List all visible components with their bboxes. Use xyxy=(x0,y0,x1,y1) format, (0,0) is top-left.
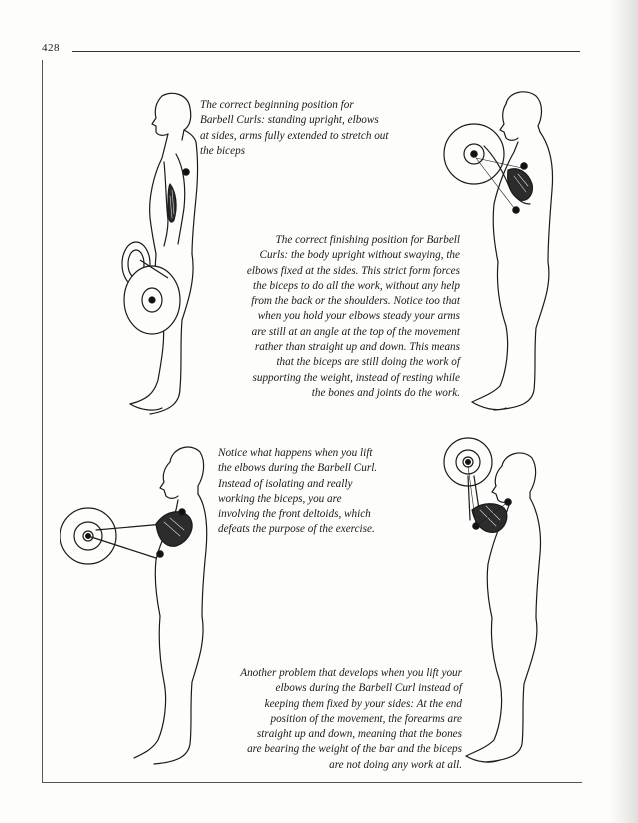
figure-elbows-lifted xyxy=(60,440,220,770)
page-number: 428 xyxy=(42,42,60,54)
caption-start-position: The correct beginning position for Barbell Curls: standing upright, elbows at sides, arms fully extended to stretch out the biceps xyxy=(200,99,389,157)
frame-bottom-rule xyxy=(42,782,582,783)
caption-forearms-vertical: Another problem that develops when you lift your elbows during the Barbell Curl instead of keeping them fixed by your sides: At the end position of the movement, the forearms are straight up and down, meaning that the bones are bearing the weight of the bar and the biceps are not doing any work at all. xyxy=(240,667,462,771)
page-fold-shadow xyxy=(608,0,638,823)
frame-left-rule xyxy=(42,60,43,783)
caption-finish-position: The correct finishing position for Barbell Curls: the body upright without swaying, the elbows fixed at the sides. This strict form forces the biceps to do all the work, without any help from the back or the shoulders. Notice too that when you hold your elbows steady your arms are still at an angle at the top of the movement rather than straight up and down. This means that the biceps are still doing the work of supporting the weight, instead of resting while the bones and joints do the work. xyxy=(246,234,460,399)
caption-elbows-lifted: Notice what happens when you lift the elbows during the Barbell Curl. Instead of isolating and really working the biceps, you are involving the front deltoids, which defeats the purpose of the exercise. xyxy=(218,447,378,536)
barbell-plate-start-position xyxy=(116,238,196,348)
header-rule xyxy=(72,51,580,52)
